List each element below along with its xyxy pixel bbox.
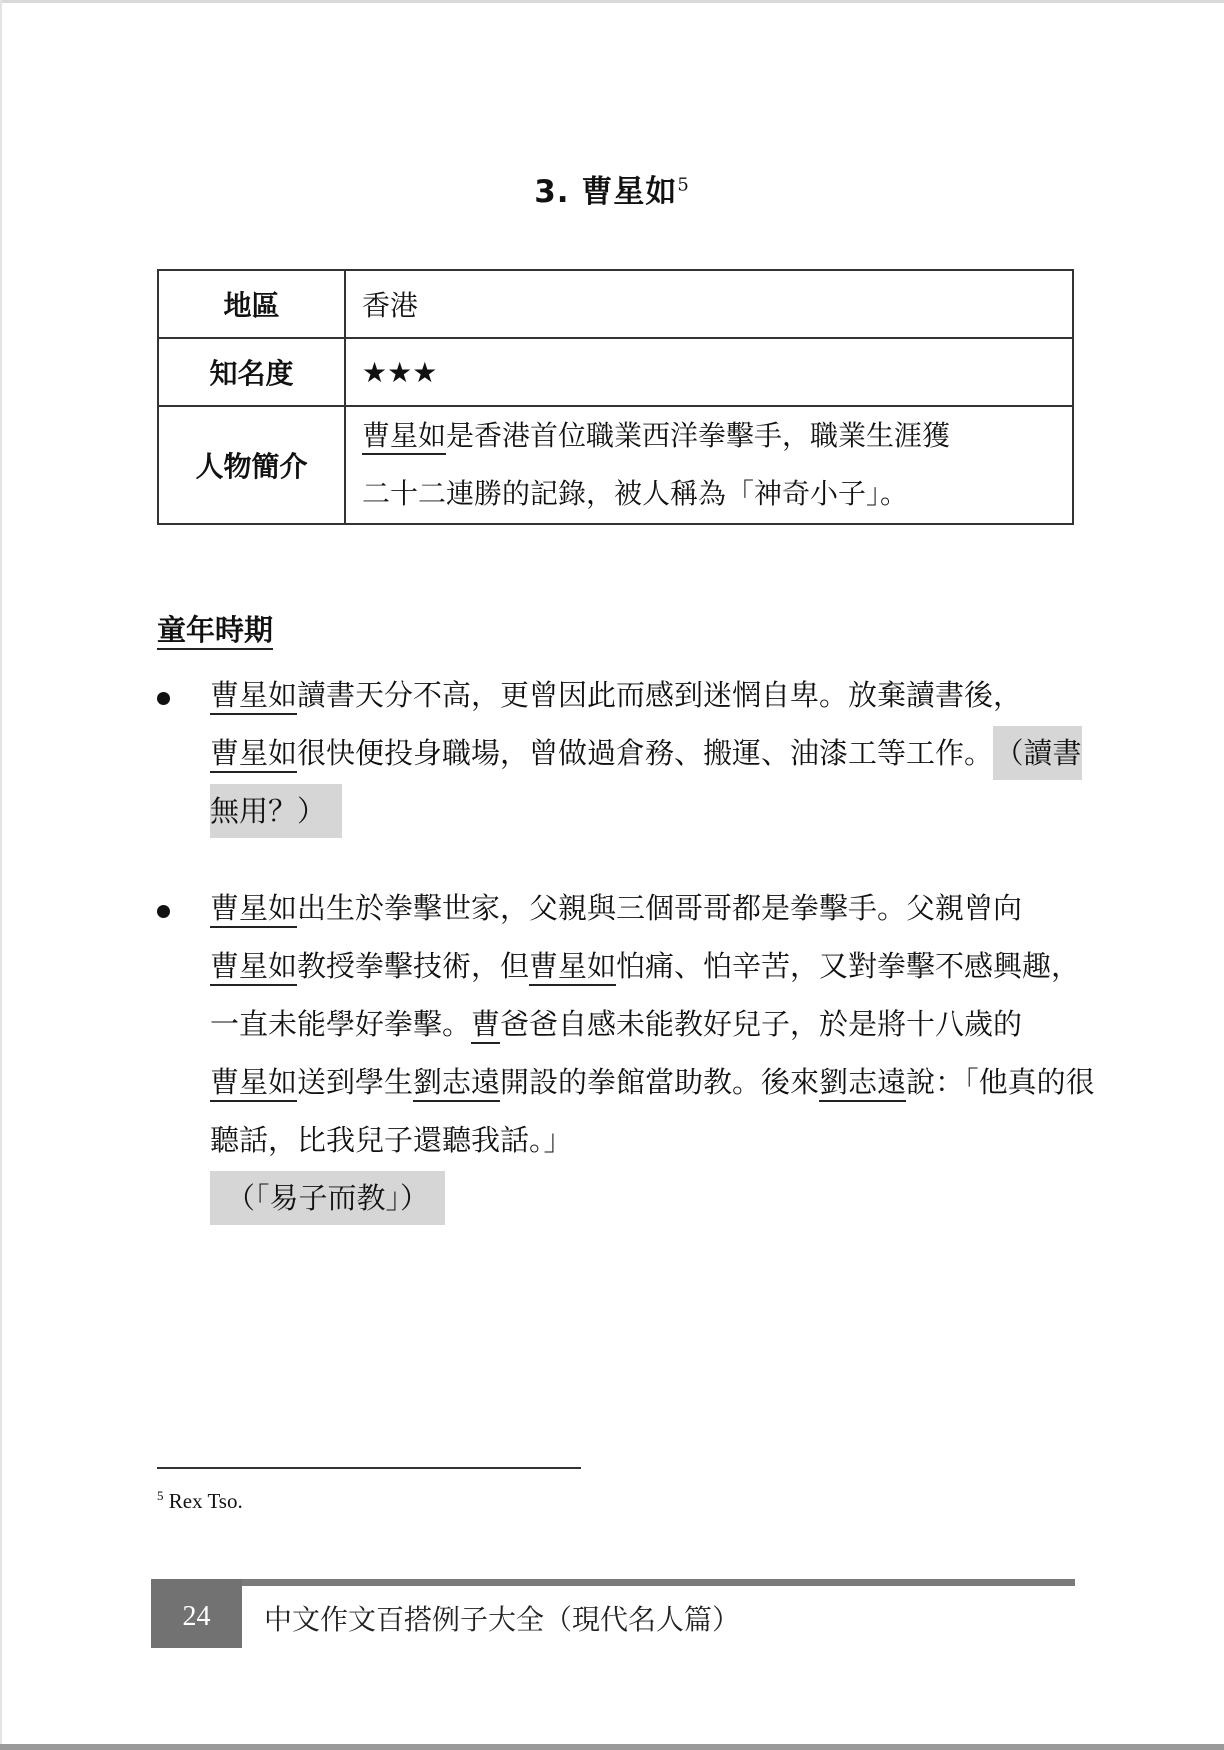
- name-underlined: 劉志遠: [819, 1065, 906, 1102]
- name-underlined: 曹星如: [362, 419, 446, 455]
- footnote-separator: [157, 1467, 581, 1469]
- footnote-number: 5: [157, 1488, 164, 1503]
- name-underlined: 曹星如: [210, 678, 297, 715]
- region-label: 地區: [158, 270, 345, 338]
- region-value: 香港: [345, 270, 1073, 338]
- table-row: [158, 270, 1073, 338]
- highlight-tag: （「易子而教」）: [210, 1171, 445, 1225]
- bullet-dot: [157, 692, 170, 705]
- bullet-item-2: [157, 879, 1097, 1227]
- footnote: [157, 1488, 243, 1514]
- name-underlined: 曹: [471, 1007, 500, 1044]
- table-row: [158, 406, 1073, 524]
- book-title: 中文作文百搭例子大全（現代名人篇）: [264, 1603, 741, 1636]
- text-segment: 讀書天分不高，更曾因此而感到迷惘自卑。放棄讀書後，: [297, 678, 1023, 712]
- profile-description: [345, 406, 1073, 524]
- text-segment: 說：「他真的很聽話，比我兒子還聽我話。」: [210, 1065, 1095, 1157]
- name-underlined: 劉志遠: [413, 1065, 500, 1102]
- text-segment: 爸爸自感未能教好兒子，於是將十八歲的: [500, 1007, 1023, 1041]
- bullet-dot: [157, 905, 170, 918]
- text-segment: 出生於拳擊世家，父親與三個哥哥都是拳擊手。父親曾向: [297, 891, 1023, 925]
- page-bottom-edge: [0, 1744, 1224, 1750]
- fame-rating: ★★★: [345, 338, 1073, 406]
- bullet-text-1: [210, 666, 1097, 840]
- text-segment: 開設的拳館當助教。後來: [500, 1065, 820, 1099]
- name-underlined: 曹星如: [210, 736, 297, 773]
- text-segment: 怕痛、怕辛苦，又對拳擊不感興趣，一直未能學好拳擊。: [210, 949, 1081, 1041]
- page-left-edge: [0, 0, 2, 1750]
- fame-label: 知名度: [158, 338, 345, 406]
- table-row: [158, 338, 1073, 406]
- title-text: 3. 曹星如: [534, 174, 678, 210]
- highlight-tag: （讀書無用？）: [210, 726, 1082, 838]
- name-underlined: 曹星如: [210, 891, 297, 928]
- profile-label: 人物簡介: [158, 406, 345, 524]
- profile-text-1: 是香港首位職業西洋拳擊手，職業生涯獲: [446, 419, 951, 452]
- bullet-text-2: [210, 879, 1097, 1227]
- profile-text-2: 二十二連勝的記錄，被人稱為「神奇小子」。: [362, 477, 909, 510]
- name-underlined: 曹星如: [529, 949, 616, 986]
- profile-table: [157, 269, 1074, 525]
- page-number: 24: [151, 1579, 242, 1648]
- text-segment: 很快便投身職場，曾做過倉務、搬運、油漆工等工作。: [297, 736, 994, 770]
- name-underlined: 曹星如: [210, 949, 297, 986]
- bullet-item-1: [157, 666, 1097, 840]
- footnote-text: Rex Tso.: [168, 1489, 243, 1513]
- text-segment: 送到學生: [297, 1065, 414, 1099]
- title-footnote-ref: 5: [677, 174, 690, 196]
- page-title: [0, 166, 1224, 211]
- page-top-edge: [0, 0, 1224, 3]
- section-heading: 童年時期: [157, 612, 273, 650]
- footer-rule: [151, 1579, 1075, 1586]
- name-underlined: 曹星如: [210, 1065, 297, 1102]
- text-segment: 教授拳擊技術，但: [297, 949, 530, 983]
